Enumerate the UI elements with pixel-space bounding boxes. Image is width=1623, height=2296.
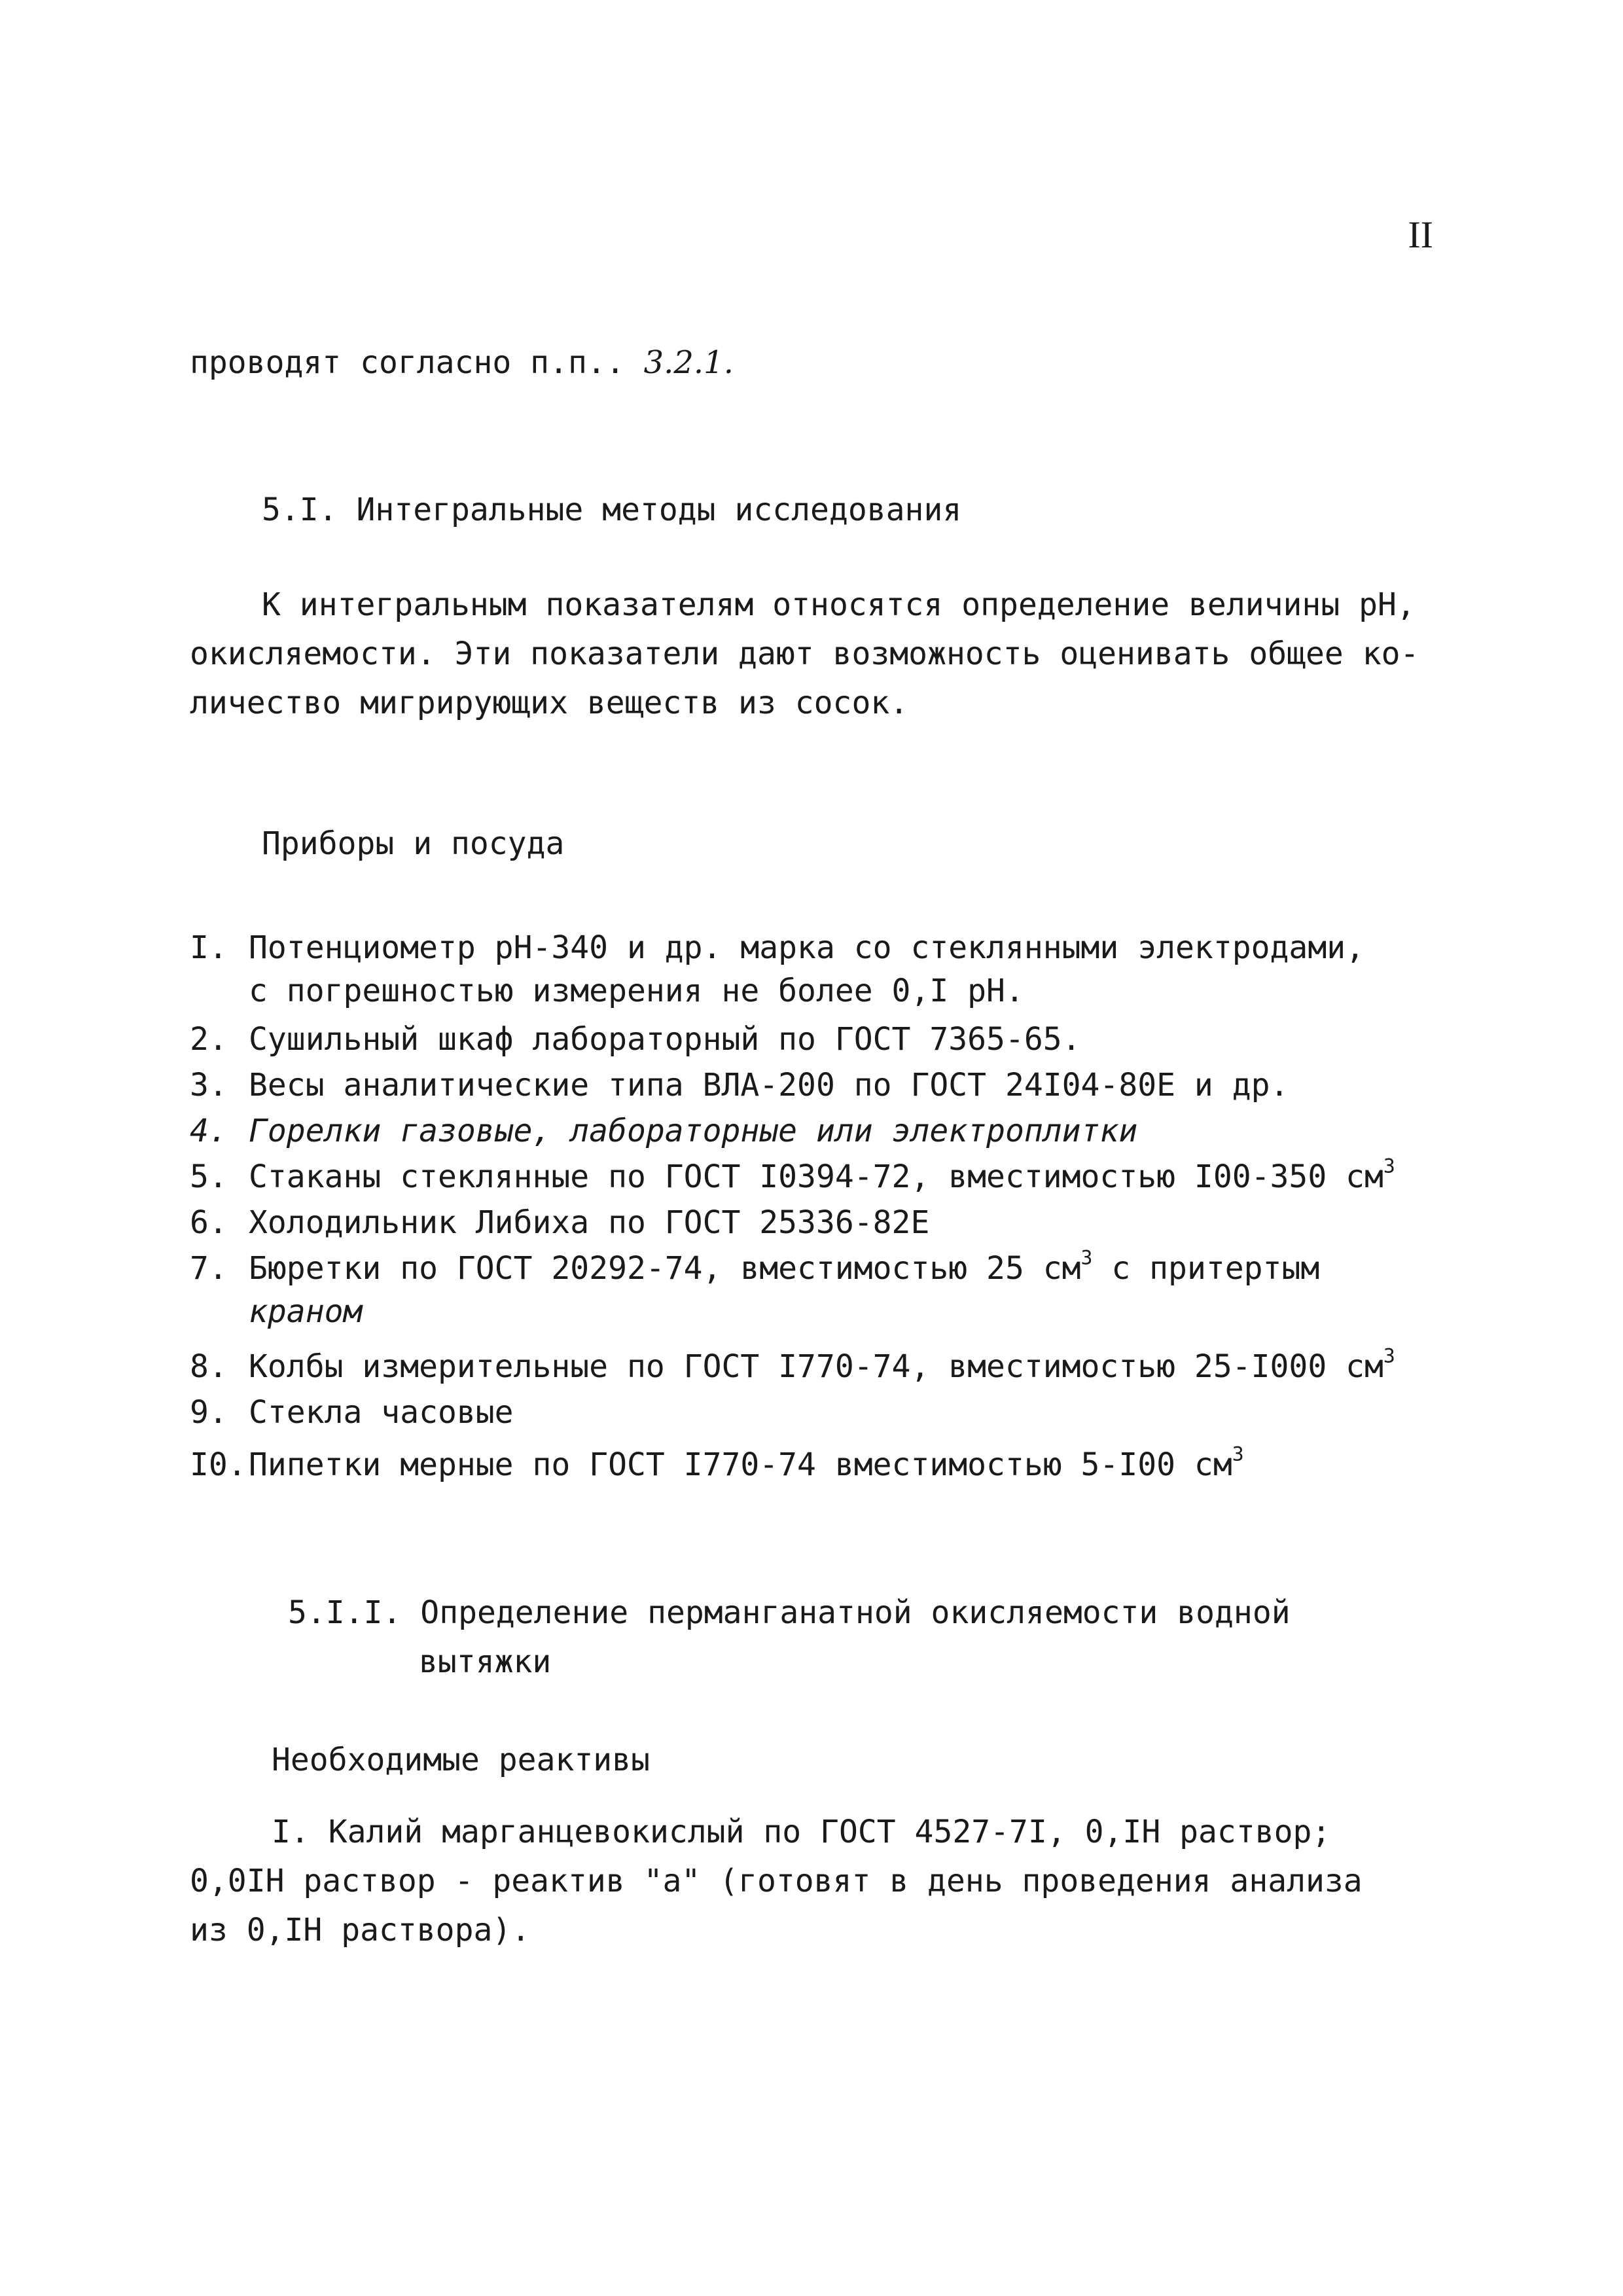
handwritten-reference: 3.2.1.: [643, 344, 734, 381]
list-item-text: Стаканы стеклянные по ГОСТ I0394-72, вместимостью I00-350 см: [249, 1158, 1383, 1195]
reagents-heading: Необходимые реактивы: [272, 1742, 650, 1778]
list-item: [190, 1021, 1466, 1058]
list-item-text: Горелки газовые, лабораторные или электроплитки: [249, 1113, 1138, 1149]
list-item: [190, 1246, 1466, 1287]
intro-text: проводят согласно п.п..: [190, 344, 644, 381]
list-item-number: I.: [190, 929, 228, 966]
list-item-text: Пипетки мерные по ГОСТ I770-74 вместимостью 5-I00 см: [249, 1446, 1232, 1483]
reagent-line: из 0,IН раствора).: [190, 1912, 531, 1948]
list-item-number: 5.: [190, 1158, 228, 1195]
superscript: 3: [1383, 1155, 1395, 1178]
reagent-line: I. Калий марганцевокислый по ГОСТ 4527-7I, 0,IН раствор;: [272, 1814, 1331, 1850]
paragraph-line: окисляемости. Эти показатели дают возможность оценивать общее ко-: [190, 636, 1419, 672]
list-item-text: Бюретки по ГОСТ 20292-74, вместимостью 25 см: [249, 1250, 1081, 1287]
superscript: 3: [1080, 1246, 1093, 1270]
list-item: [190, 1113, 1466, 1149]
list-item-text: Сушильный шкаф лабораторный по ГОСТ 7365-65.: [249, 1021, 1081, 1058]
list-item: [190, 929, 1466, 966]
list-item: [190, 1394, 1466, 1431]
list-item-text-after: с притертым: [1092, 1250, 1320, 1287]
section-5-1-1-heading: 5.I.I. Определение перманганатной окисляемости водной: [288, 1594, 1291, 1631]
list-item-number: 9.: [190, 1394, 228, 1431]
list-item: [190, 1067, 1466, 1103]
intro-line: [190, 344, 734, 381]
superscript: 3: [1383, 1344, 1395, 1368]
list-item-continuation: краном: [249, 1293, 363, 1330]
list-item-continuation: с погрешностью измерения не более 0,I pH.: [249, 973, 1024, 1009]
paragraph-line: К интегральным показателям относятся определение величины pH,: [262, 586, 1416, 623]
equipment-heading: Приборы и посуда: [262, 825, 565, 862]
list-item: [190, 1344, 1466, 1385]
list-item-number: 2.: [190, 1021, 228, 1058]
list-item-text: Холодильник Либиха по ГОСТ 25336-82Е: [249, 1204, 930, 1241]
list-item-number: 6.: [190, 1204, 228, 1241]
list-item-number: 3.: [190, 1067, 228, 1103]
reagent-line: 0,0IН раствор - реактив "а" (готовят в день проведения анализа: [190, 1863, 1363, 1899]
list-item-text: Весы аналитические типа ВЛА-200 по ГОСТ 24I04-80Е и др.: [249, 1067, 1289, 1103]
list-item-text: Колбы измерительные по ГОСТ I770-74, вместимостью 25-I000 см: [249, 1348, 1383, 1385]
list-item: [190, 1443, 1466, 1483]
list-item-text: Потенциометр pH-340 и др. марка со стеклянными электродами,: [249, 929, 1365, 966]
section-5-1-1-heading-cont: вытяжки: [419, 1643, 552, 1680]
list-item-number: 8.: [190, 1348, 228, 1385]
paragraph-line: личество мигрирующих веществ из сосок.: [190, 685, 909, 721]
list-item-text: Стекла часовые: [249, 1394, 514, 1431]
list-item: [190, 1155, 1466, 1195]
list-item: [190, 1204, 1466, 1241]
superscript: 3: [1232, 1443, 1244, 1466]
list-item-number: 4.: [190, 1113, 228, 1149]
section-5-1-heading: 5.I. Интегральные методы исследования: [262, 492, 962, 528]
list-item-number: I0.: [190, 1446, 247, 1483]
list-item-number: 7.: [190, 1250, 228, 1287]
page-number: II: [1408, 213, 1433, 256]
